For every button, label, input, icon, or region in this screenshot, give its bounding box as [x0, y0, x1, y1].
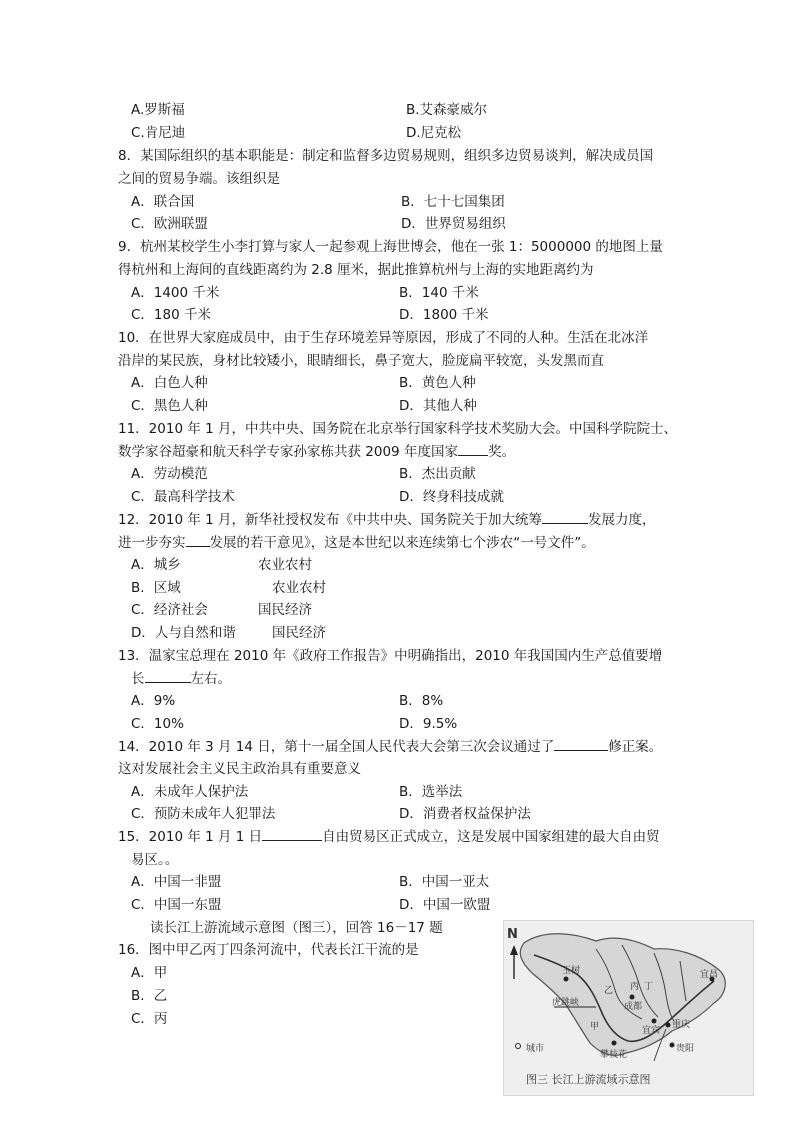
- north-label: N: [507, 927, 518, 942]
- q12-option-a-2: 农业农村: [258, 557, 312, 573]
- q12-option-a-1: A．城乡: [131, 557, 181, 573]
- q13-option-a: A．9%: [131, 693, 176, 709]
- q12-option-d-1: D．人与自然和谐: [131, 625, 236, 641]
- figure-caption: 图三 长江上游流域示意图: [526, 1073, 651, 1086]
- north-arrow-head: [510, 945, 518, 955]
- panzhihua-label: 攀枝花: [600, 1050, 628, 1060]
- q12-option-b-1: B．区域: [131, 580, 181, 596]
- q15-blank: [262, 828, 322, 841]
- chengdu-label: 成都: [624, 1002, 643, 1012]
- q12-stem-text-3: 进一步夯实: [118, 535, 186, 551]
- q10-option-b: B．黄色人种: [399, 375, 476, 391]
- q15-stem-line1: [118, 828, 660, 846]
- q11-stem-line2: [118, 443, 515, 461]
- q12-blank-2: [186, 534, 210, 547]
- q13-stem-line2: [131, 670, 231, 688]
- q9-option-a: A．1400 千米: [131, 285, 220, 301]
- q7-option-d: D.尼克松: [406, 125, 462, 141]
- q7-option-a: A.罗斯福: [131, 102, 185, 118]
- q8-option-c: C．欧洲联盟: [131, 216, 208, 232]
- guiyang-marker: [670, 1043, 675, 1048]
- q8-option-a: A．联合国: [131, 194, 195, 210]
- q14-stem-line1: [118, 738, 662, 756]
- q11-option-d: D．终身科技成就: [399, 489, 504, 505]
- q10-option-d: D．其他人种: [399, 398, 477, 414]
- q11-stem-text: 数学家谷超豪和航天科学专家孙家栋共获 2009 年度国家: [118, 444, 458, 460]
- q16-stem: 16．图中甲乙丙丁四条河流中，代表长江干流的是: [118, 942, 419, 958]
- q13-stem-end: 左右。: [190, 671, 231, 687]
- q11-option-a: A．劳动模范: [131, 466, 208, 482]
- q12-option-c-1: C．经济社会: [131, 602, 208, 618]
- q11-stem-end: 奖。: [487, 444, 515, 460]
- q15-option-c: C．中国一东盟: [131, 897, 222, 913]
- river-label-ding: 丁: [644, 982, 654, 992]
- guiyang-label: 贵阳: [676, 1044, 695, 1054]
- q9-option-d: D．1800 千米: [399, 307, 489, 323]
- q14-option-d: D．消费者权益保护法: [399, 806, 531, 822]
- q9-option-c: C．180 千米: [131, 307, 211, 323]
- yibin-label: 宜宾: [642, 1026, 661, 1036]
- q12-option-d-2: 国民经济: [272, 625, 326, 641]
- q12-stem-text-2: 发展力度，: [588, 512, 656, 528]
- q9-stem-line2: 得杭州和上海间的直线距离约为 2.8 厘米，据此推算杭州与上海的实地距离约为: [118, 262, 594, 278]
- q13-option-b: B．8%: [399, 693, 444, 709]
- q14-option-b: B．选举法: [399, 784, 463, 800]
- q10-stem-line1: 10．在世界大家庭成员中，由于生存环境差异等原因，形成了不同的人种。生活在北冰洋: [118, 330, 649, 346]
- yushu-marker: [564, 977, 569, 982]
- q14-stem-text: 14．2010 年 3 月 14 日，第十一届全国人民代表大会第三次会议通过了: [118, 739, 555, 755]
- q11-option-b: B．杰出贡献: [399, 466, 476, 482]
- q7-option-b: B.艾森豪威尔: [406, 102, 488, 118]
- q13-blank: [145, 670, 191, 683]
- q14-stem-line2: 这对发展社会主义民主政治具有重要意义: [118, 761, 361, 777]
- q12-stem-line1: [118, 511, 656, 529]
- q16-option-c: C．丙: [131, 1011, 168, 1027]
- river-label-bing: 丙: [630, 982, 640, 992]
- q10-option-c: C．黑色人种: [131, 398, 208, 414]
- q12-option-c-2: 国民经济: [258, 602, 312, 618]
- q12-blank-1: [542, 511, 588, 524]
- hutiaoxia-label: 虎跳峡: [552, 998, 580, 1008]
- q9-stem-line1: 9．杭州某校学生小李打算与家人一起参观上海世博会，他在一张 1：5000000 的地图上量: [118, 239, 663, 255]
- q15-stem-end: 自由贸易区正式成立，这是发展中国家组建的最大自由贸: [322, 829, 660, 845]
- q8-stem-line1: 8．某国际组织的基本职能是：制定和监督多边贸易规则，组织多边贸易谈判，解决成员国: [118, 148, 654, 164]
- q15-stem-line2: 易区。。: [131, 852, 179, 868]
- chongqing-label: 重庆: [672, 1020, 691, 1030]
- q12-stem-text-4: 发展的若干意见》，这是本世纪以来连续第七个涉农“一号文件”。: [209, 535, 595, 551]
- q8-stem-line2: 之间的贸易争端。该组织是: [118, 171, 280, 187]
- river-label-yi: 乙: [604, 986, 614, 996]
- q11-blank: [458, 443, 488, 456]
- chongqing-marker: [666, 1023, 671, 1028]
- q8-option-d: D．世界贸易组织: [401, 216, 506, 232]
- q10-stem-line2: 沿岸的某民族，身材比较矮小，眼睛细长，鼻子宽大，脸庞扁平较宽，头发黑而直: [118, 353, 604, 369]
- q15-option-a: A．中国一非盟: [131, 874, 222, 890]
- q9-option-b: B．140 千米: [399, 285, 479, 301]
- river-label-jia: 甲: [590, 1022, 600, 1032]
- q15-option-d: D．中国一欧盟: [399, 897, 491, 913]
- q14-blank: [554, 738, 608, 751]
- city-legend-marker: [516, 1044, 521, 1049]
- q12-option-b-2: 农业农村: [272, 580, 326, 596]
- q11-stem-line1: 11．2010 年 1 月，中共中央、国务院在北京举行国家科学技术奖励大会。中国科学院院士、: [118, 421, 677, 437]
- yangtze-map-figure: [503, 920, 754, 1096]
- q11-option-c: C．最高科学技术: [131, 489, 235, 505]
- q14-option-a: A．未成年人保护法: [131, 784, 249, 800]
- q8-option-b: B．七十七国集团: [401, 194, 505, 210]
- q13-option-d: D．9.5%: [399, 716, 458, 732]
- q13-stem-line1: 13．温家宝总理在 2010 年《政府工作报告》中明确指出，2010 年我国国内生产总值要增: [118, 648, 663, 664]
- yichang-label: 宜昌: [700, 970, 719, 980]
- q14-stem-end: 修正案。: [608, 739, 663, 755]
- section-intro: 读长江上游流域示意图（图三），回答 16－17 题: [150, 920, 443, 936]
- q12-stem-text: 12．2010 年 1 月，新华社授权发布《中共中央、国务院关于加大统筹: [118, 512, 542, 528]
- q13-stem-text: 长: [131, 671, 145, 687]
- panzhihua-marker: [612, 1041, 617, 1046]
- q12-stem-line2: [118, 534, 595, 552]
- q14-option-c: C．预防未成年人犯罪法: [131, 806, 276, 822]
- q15-stem-text: 15．2010 年 1 月 1 日: [118, 829, 263, 845]
- q13-option-c: C．10%: [131, 716, 184, 732]
- q10-option-a: A．白色人种: [131, 375, 208, 391]
- yushu-label: 玉树: [562, 966, 581, 976]
- q15-option-b: B．中国一亚太: [399, 874, 490, 890]
- q16-option-a: A．甲: [131, 965, 168, 981]
- q16-option-b: B．乙: [131, 988, 168, 1004]
- q7-option-c: C.肯尼迪: [131, 125, 186, 141]
- city-legend-label: 城市: [526, 1044, 545, 1054]
